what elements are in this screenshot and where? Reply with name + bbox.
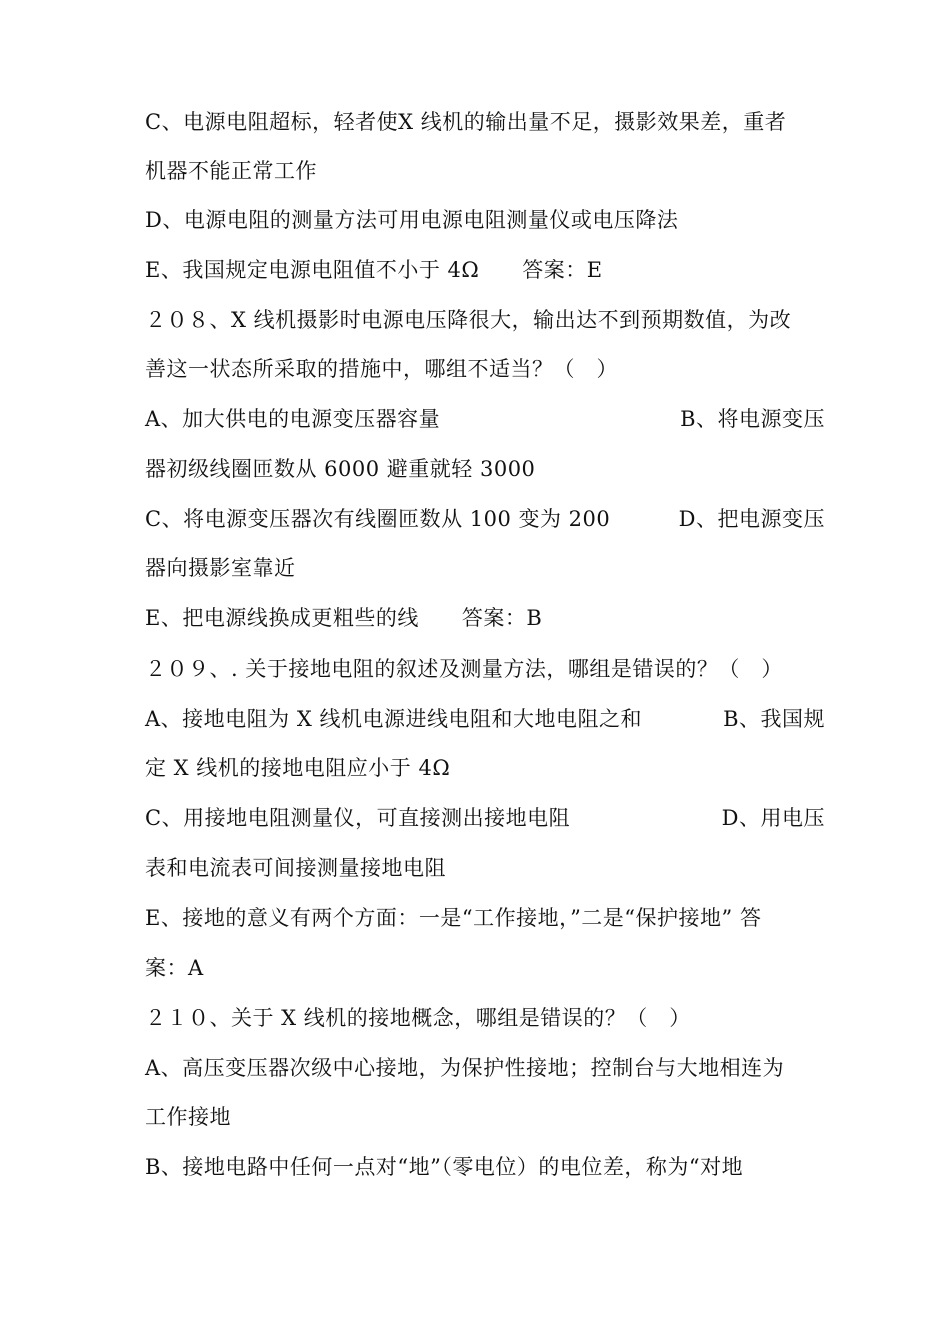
question-210: ２１０、关于 X 线机的接地概念，哪组是错误的？（ ） <box>145 1006 691 1030</box>
text-line: 器初级线圈匝数从 6000 避重就轻 3000 <box>145 457 536 481</box>
option-a: A、接地电阻为 X 线机电源进线电阻和大地电阻之和 <box>145 707 642 731</box>
text-line: 机器不能正常工作 <box>145 159 317 183</box>
question-209: ２０９、. 关于接地电阻的叙述及测量方法，哪组是错误的？（ ） <box>145 657 783 681</box>
text-line: E、我国规定电源电阻值不小于 4Ω 答案：E <box>145 258 603 282</box>
text-line: B、接地电路中任何一点对“地”（零电位）的电位差，称为“对地 <box>145 1155 744 1179</box>
text-line: 定 X 线机的接地电阻应小于 4Ω <box>145 756 451 780</box>
option-c: C、将电源变压器次有线圈匝数从 100 变为 200 <box>145 507 611 531</box>
option-b: B、我国规 <box>723 707 825 731</box>
text-line <box>145 404 825 434</box>
text-line: C、电源电阻超标，轻者使X 线机的输出量不足，摄影效果差，重者 <box>145 110 787 134</box>
option-d: D、把电源变压 <box>678 507 825 531</box>
text-line: 工作接地 <box>145 1105 231 1129</box>
text-line: A、高压变压器次级中心接地，为保护性接地；控制台与大地相连为 <box>145 1056 785 1080</box>
text-line <box>145 504 825 534</box>
option-c: C、用接地电阻测量仪，可直接测出接地电阻 <box>145 806 571 830</box>
text-line: E、接地的意义有两个方面：一是“工作接地，”二是“保护接地” 答 <box>145 906 762 930</box>
text-line: E、把电源线换成更粗些的线 答案：B <box>145 606 543 630</box>
option-d: D、用电压 <box>721 806 825 830</box>
text-line <box>145 704 825 734</box>
text-line: 案：A <box>145 956 204 980</box>
text-line: 器向摄影室靠近 <box>145 556 296 580</box>
text-line: 表和电流表可间接测量接地电阻 <box>145 856 446 880</box>
text-line <box>145 803 825 833</box>
question-208: ２０８、X 线机摄影时电源电压降很大，输出达不到预期数值，为改 <box>145 308 792 332</box>
text-line: D、电源电阻的测量方法可用电源电阻测量仪或电压降法 <box>145 208 679 232</box>
option-b: B、将电源变压 <box>680 407 825 431</box>
text-line: 善这一状态所采取的措施中，哪组不适当？（ ） <box>145 357 618 381</box>
option-a: A、加大供电的电源变压器容量 <box>145 407 441 431</box>
